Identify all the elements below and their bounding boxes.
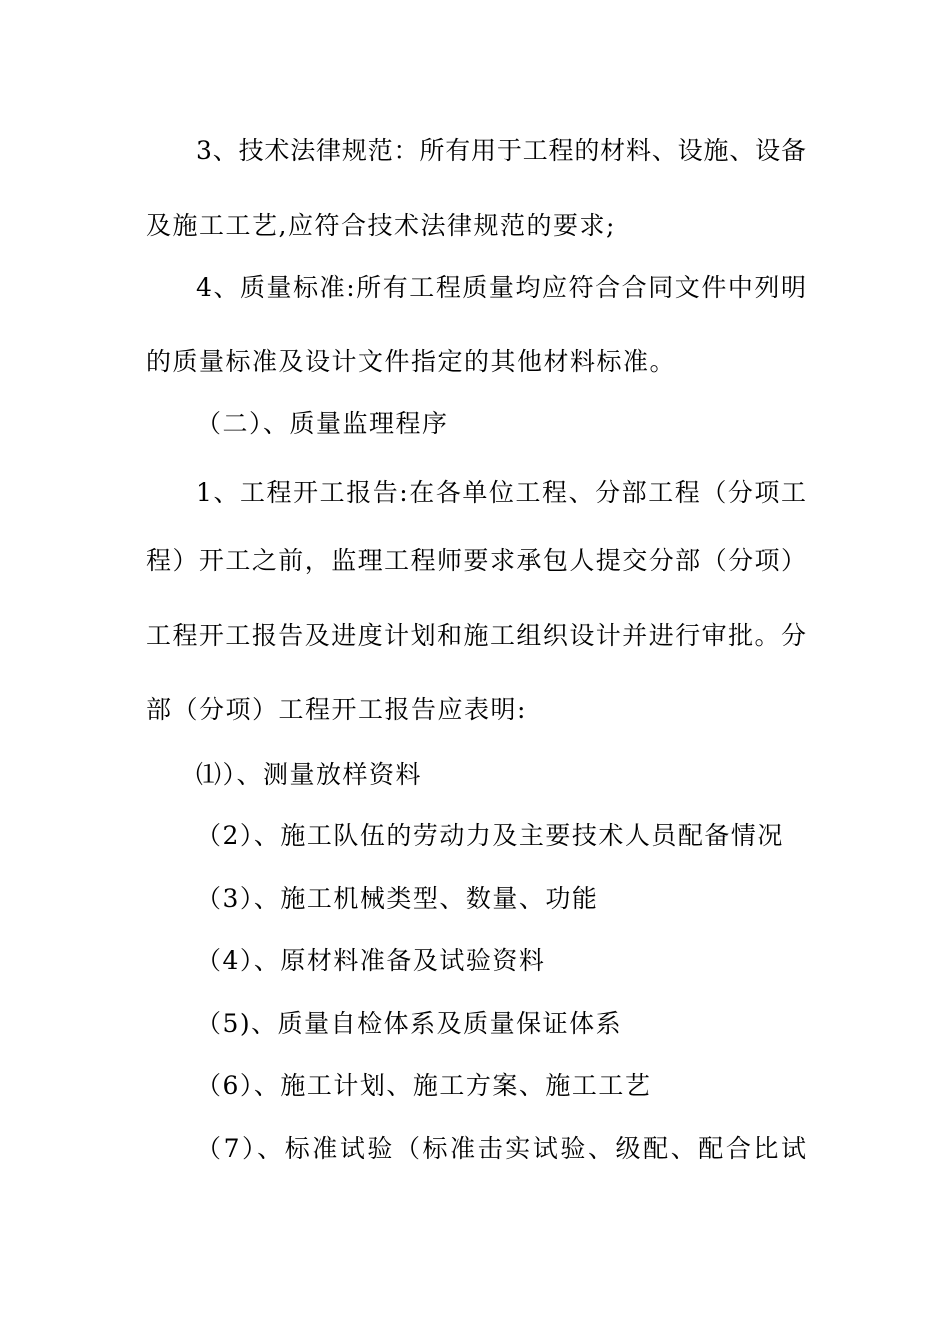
paragraph-line-quality-standard-cont: 的质量标准及设计文件指定的其他材料标准。 <box>146 347 677 376</box>
paragraph-line-quality-standard: 4、质量标准:所有工程质量均应符合合同文件中列明 <box>196 273 806 302</box>
paragraph-line-tech-regulations-cont: 及施工工艺,应符合技术法律规范的要求; <box>146 211 616 240</box>
list-item-6: （6）、施工计划、施工方案、施工工艺 <box>196 1071 652 1100</box>
list-item-1: ⑴）、测量放样资料 <box>196 760 423 789</box>
list-item-3: （3）、施工机械类型、数量、功能 <box>196 884 599 913</box>
paragraph-line-start-report-cont-1: 程）开工之前，监理工程师要求承包人提交分部（分项） <box>146 546 806 575</box>
paragraph-line-start-report-cont-2: 工程开工报告及进度计划和施工组织设计并进行审批。分 <box>146 621 806 650</box>
list-item-2: （2）、施工队伍的劳动力及主要技术人员配备情况 <box>196 821 784 850</box>
list-item-4: （4）、原材料准备及试验资料 <box>196 946 546 975</box>
paragraph-line-start-report-cont-3: 部（分项）工程开工报告应表明: <box>146 695 527 724</box>
list-item-5: （5)、质量自检体系及质量保证体系 <box>196 1009 623 1038</box>
paragraph-line-start-report: 1、工程开工报告:在各单位工程、分部工程（分项工 <box>196 478 806 507</box>
paragraph-line-tech-regulations: 3、技术法律规范：所有用于工程的材料、设施、设备 <box>196 136 806 165</box>
section-heading-quality-procedure: （二）、质量监理程序 <box>196 409 449 438</box>
list-item-7: （7）、标准试验（标准击实试验、级配、配合比试 <box>196 1134 806 1163</box>
